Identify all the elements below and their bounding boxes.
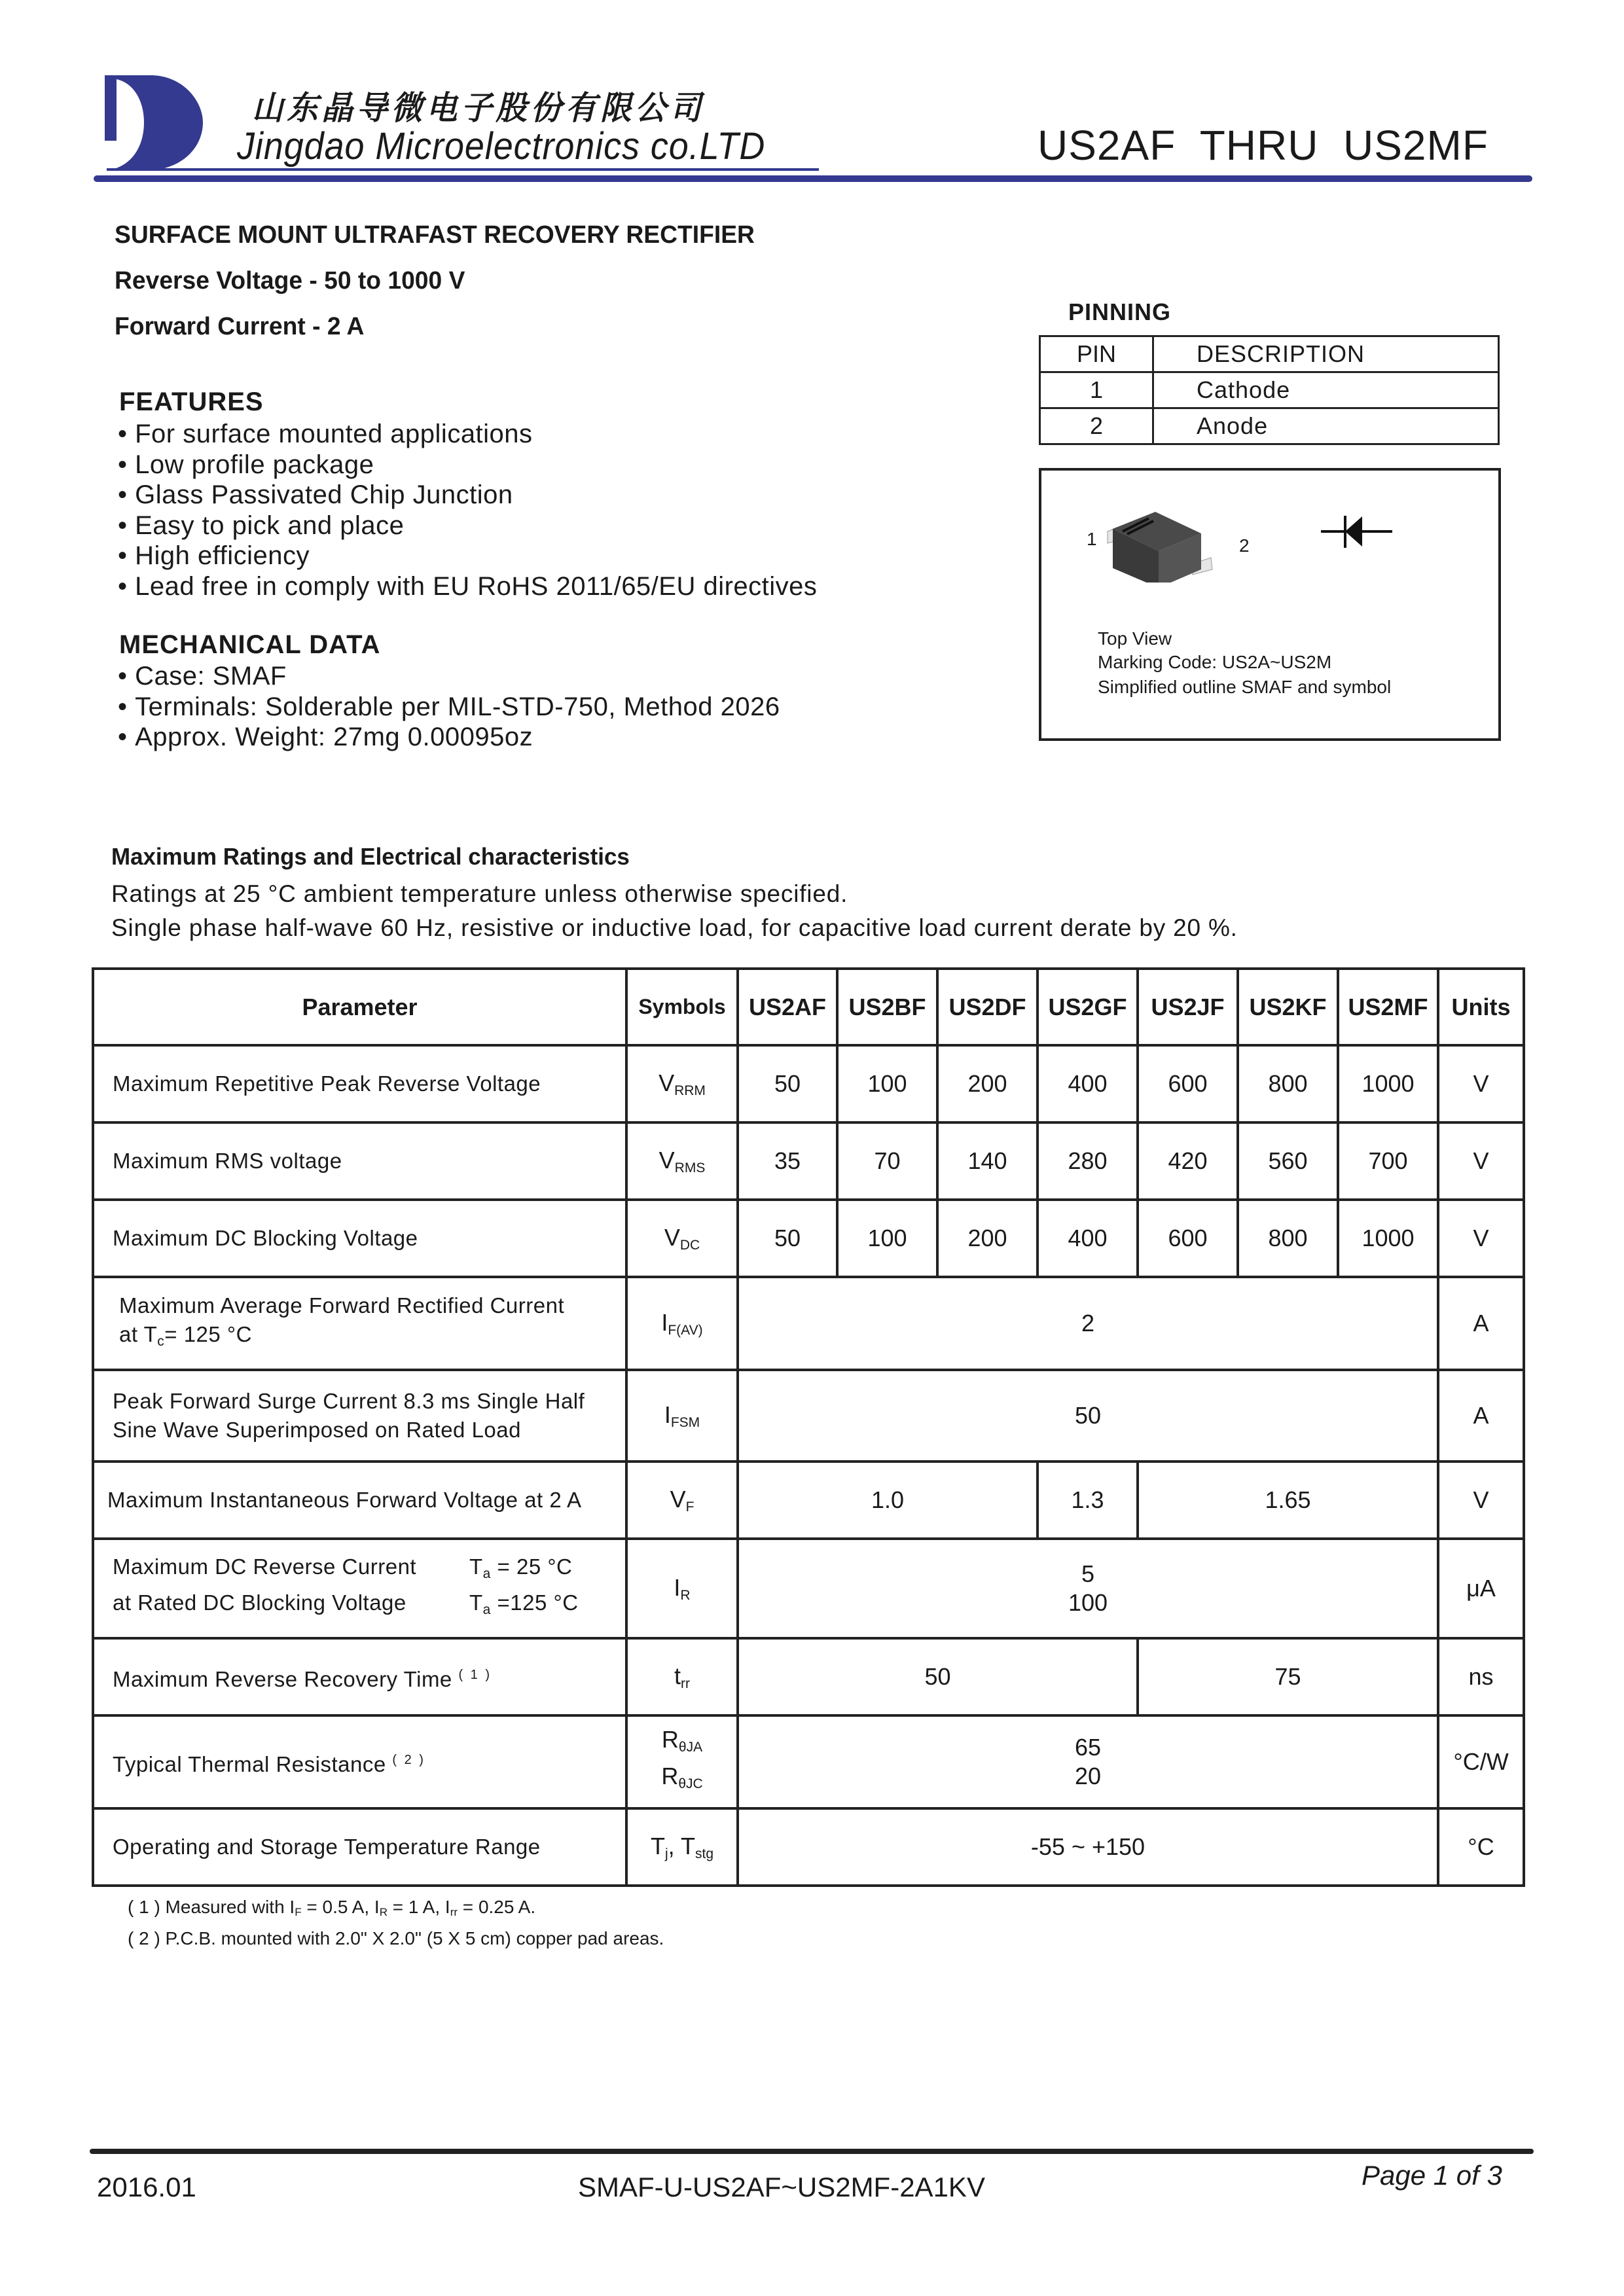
unit-cell: A xyxy=(1438,1277,1524,1370)
value-cell: 400 xyxy=(1038,1045,1138,1122)
value-cell: 200 xyxy=(937,1200,1038,1277)
condition-sub: a xyxy=(482,1602,491,1617)
parameter-cell: Maximum DC Blocking Voltage xyxy=(93,1200,626,1277)
symbol-cell xyxy=(626,1277,738,1370)
pinning-table xyxy=(1039,335,1500,445)
symbol-main: I xyxy=(674,1573,681,1601)
table-row xyxy=(93,1539,1524,1638)
parameter-line: Maximum Average Forward Rectified Current xyxy=(119,1293,565,1318)
value-line: 20 xyxy=(1074,1763,1102,1789)
footer-divider xyxy=(90,2149,1534,2154)
parameter-line xyxy=(119,1320,625,1356)
value-cell: 700 xyxy=(1338,1122,1438,1200)
parameter-header: Parameter xyxy=(93,969,626,1045)
diagram-caption: Top View xyxy=(1098,628,1172,649)
symbol-cell xyxy=(626,1539,738,1638)
symbol-line xyxy=(628,1725,736,1762)
symbol-line xyxy=(628,1762,736,1799)
symbol-main: R xyxy=(661,1763,679,1789)
value-cell-group: 1.65 xyxy=(1138,1462,1438,1539)
mechanical-item: • Approx. Weight: 27mg 0.00095oz xyxy=(118,722,780,753)
footnote-sub: R xyxy=(379,1906,388,1918)
table-row xyxy=(93,1638,1524,1715)
product-type: SURFACE MOUNT ULTRAFAST RECOVERY RECTIFIER xyxy=(115,221,755,249)
unit-cell: A xyxy=(1438,1370,1524,1462)
symbol-sub: stg xyxy=(695,1846,714,1861)
footnote-1 xyxy=(128,1897,535,1919)
value-cell-merged: 50 xyxy=(738,1370,1438,1462)
symbol-main: R xyxy=(661,1726,679,1753)
part-header: US2JF xyxy=(1138,969,1238,1045)
symbol-cell xyxy=(626,1715,738,1808)
value-cell-merged xyxy=(738,1539,1438,1638)
pin-column-header: PIN xyxy=(1040,336,1153,372)
pinning-row xyxy=(1040,372,1499,408)
symbol-main: V xyxy=(659,1069,675,1096)
smaf-package-icon xyxy=(1087,504,1224,583)
symbol-cell xyxy=(626,1462,738,1539)
features-list xyxy=(118,419,817,601)
forward-current-summary: Forward Current - 2 A xyxy=(115,313,365,340)
mechanical-data-list xyxy=(118,661,780,753)
symbol-sub: RMS xyxy=(674,1160,706,1175)
symbol-main: I xyxy=(661,1308,668,1336)
unit-cell: V xyxy=(1438,1462,1524,1539)
value-line: 100 xyxy=(1068,1589,1108,1616)
features-heading: FEATURES xyxy=(119,387,264,416)
value-cell: 800 xyxy=(1238,1200,1338,1277)
symbol-sub: F xyxy=(685,1499,695,1515)
table-row xyxy=(93,1370,1524,1462)
parameter-text: Typical Thermal Resistance xyxy=(113,1751,386,1776)
value-cell: 1000 xyxy=(1338,1045,1438,1122)
symbol-cell xyxy=(626,1808,738,1886)
unit-cell: V xyxy=(1438,1200,1524,1277)
value-cell: 140 xyxy=(937,1122,1038,1200)
unit-cell: °C xyxy=(1438,1808,1524,1886)
condition-sub: a xyxy=(482,1566,491,1581)
description-column-header: DESCRIPTION xyxy=(1153,336,1499,372)
value-cell-merged: -55 ~ +150 xyxy=(738,1808,1438,1886)
symbol-main: , T xyxy=(668,1832,695,1859)
unit-cell: °C/W xyxy=(1438,1715,1524,1808)
footnote-text: ( 1 ) Measured with I xyxy=(128,1897,295,1917)
value-cell: 1000 xyxy=(1338,1200,1438,1277)
part-header: US2DF xyxy=(937,969,1038,1045)
symbol-cell xyxy=(626,1638,738,1715)
company-logo-icon xyxy=(105,75,203,170)
footnote-text: = 0.5 A, I xyxy=(301,1897,380,1917)
symbol-sub: FSM xyxy=(670,1414,700,1430)
value-line: 5 xyxy=(1081,1560,1095,1587)
condition-symbol: T xyxy=(469,1590,483,1615)
parameter-text: at Rated DC Blocking Voltage xyxy=(113,1590,406,1615)
unit-cell: V xyxy=(1438,1122,1524,1200)
ratings-heading: Maximum Ratings and Electrical characteristics xyxy=(111,843,630,870)
parameter-cell xyxy=(93,1277,626,1370)
ratings-note: Single phase half-wave 60 Hz, resistive or inductive load, for capacitive load current derate by 20 %. xyxy=(111,914,1238,941)
parameter-line: Sine Wave Superimposed on Rated Load xyxy=(113,1418,521,1442)
value-cell: 50 xyxy=(738,1045,837,1122)
company-name-english: Jingdao Microelectronics co.LTD xyxy=(237,125,766,168)
parameter-line xyxy=(113,1552,625,1588)
parameter-cell xyxy=(93,1638,626,1715)
value-cell: 800 xyxy=(1238,1045,1338,1122)
symbol-main: T xyxy=(650,1832,665,1859)
pinning-header-row xyxy=(1040,336,1499,372)
footnote-ref: ( 1 ) xyxy=(458,1667,492,1682)
symbol-main: V xyxy=(670,1485,686,1513)
condition-text xyxy=(469,1588,579,1624)
part-header: US2KF xyxy=(1238,969,1338,1045)
footer-date: 2016.01 xyxy=(97,2172,196,2202)
ratings-note: Ratings at 25 °C ambient temperature unless otherwise specified. xyxy=(111,880,848,907)
value-cell: 200 xyxy=(937,1045,1038,1122)
value-cell: 600 xyxy=(1138,1045,1238,1122)
symbol-cell xyxy=(626,1200,738,1277)
footnote-sub: rr xyxy=(450,1906,458,1918)
value-cell: 100 xyxy=(837,1200,937,1277)
condition-symbol: T xyxy=(469,1554,483,1579)
parameter-cell xyxy=(93,1715,626,1808)
table-row xyxy=(93,1808,1524,1886)
footnote-text: = 0.25 A. xyxy=(458,1897,536,1917)
electrical-characteristics-table xyxy=(92,967,1525,1887)
symbols-header: Symbols xyxy=(626,969,738,1045)
parameter-cell: Maximum Instantaneous Forward Voltage at 2 A xyxy=(93,1462,626,1539)
feature-item: • Glass Passivated Chip Junction xyxy=(118,480,817,511)
value-cell: 420 xyxy=(1138,1122,1238,1200)
pin-description: Anode xyxy=(1153,408,1499,444)
pin-number: 2 xyxy=(1040,408,1153,444)
symbol-main: I xyxy=(664,1401,671,1428)
mechanical-item: • Case: SMAF xyxy=(118,661,780,692)
parameter-text: Maximum DC Reverse Current xyxy=(113,1554,417,1579)
parameter-line: Peak Forward Surge Current 8.3 ms Single Half xyxy=(113,1389,585,1413)
part-header: US2AF xyxy=(738,969,837,1045)
symbol-sub: RRM xyxy=(674,1083,706,1098)
unit-cell: ns xyxy=(1438,1638,1524,1715)
reverse-voltage-summary: Reverse Voltage - 50 to 1000 V xyxy=(115,267,465,295)
parameter-cell: Operating and Storage Temperature Range xyxy=(93,1808,626,1886)
feature-item: • For surface mounted applications xyxy=(118,419,817,450)
feature-item: • Easy to pick and place xyxy=(118,511,817,541)
symbol-sub: DC xyxy=(679,1237,700,1253)
symbol-cell xyxy=(626,1045,738,1122)
footer-page-number: Page 1 of 3 xyxy=(1362,2160,1502,2191)
footnote-ref: ( 2 ) xyxy=(392,1752,425,1767)
company-name-chinese: 山东晶导微电子股份有限公司 xyxy=(252,89,705,127)
document-title: US2AF THRU US2MF xyxy=(1038,122,1489,169)
table-header-row xyxy=(93,969,1524,1045)
value-cell: 280 xyxy=(1038,1122,1138,1200)
pin2-label: 2 xyxy=(1239,535,1250,556)
parameter-text: Maximum Reverse Recovery Time xyxy=(113,1666,452,1691)
diagram-caption: Simplified outline SMAF and symbol xyxy=(1098,677,1392,697)
symbol-sub: j xyxy=(664,1846,668,1861)
symbol-sub: rr xyxy=(681,1676,690,1691)
value-cell: 50 xyxy=(738,1200,837,1277)
pin-description: Cathode xyxy=(1153,372,1499,408)
parameter-sub: c xyxy=(157,1333,165,1349)
value-cell: 100 xyxy=(837,1045,937,1122)
footer-document-code: SMAF-U-US2AF~US2MF-2A1KV xyxy=(578,2172,985,2202)
value-cell-group: 50 xyxy=(738,1638,1138,1715)
header-divider xyxy=(94,175,1532,182)
value-cell-group: 75 xyxy=(1138,1638,1438,1715)
feature-item: • Lead free in comply with EU RoHS 2011/65/EU directives xyxy=(118,571,817,602)
mechanical-data-heading: MECHANICAL DATA xyxy=(119,630,381,659)
table-row xyxy=(93,1715,1524,1808)
mechanical-item: • Terminals: Solderable per MIL-STD-750, Method 2026 xyxy=(118,692,780,723)
table-row xyxy=(93,1045,1524,1122)
symbol-sub: θJA xyxy=(678,1740,703,1755)
value-cell: 400 xyxy=(1038,1200,1138,1277)
parameter-cell: Maximum RMS voltage xyxy=(93,1122,626,1200)
part-header: US2BF xyxy=(837,969,937,1045)
parameter-text: = 125 °C xyxy=(164,1321,252,1346)
symbol-cell xyxy=(626,1122,738,1200)
symbol-sub: R xyxy=(680,1587,691,1603)
value-line: 65 xyxy=(1074,1734,1102,1761)
value-cell-group: 1.3 xyxy=(1038,1462,1138,1539)
value-cell: 600 xyxy=(1138,1200,1238,1277)
part-header: US2MF xyxy=(1338,969,1438,1045)
logo-underline xyxy=(107,168,819,171)
units-header: Units xyxy=(1438,969,1524,1045)
pinning-row xyxy=(1040,408,1499,444)
value-cell: 70 xyxy=(837,1122,937,1200)
diode-symbol-icon xyxy=(1319,514,1394,553)
value-cell-merged xyxy=(738,1715,1438,1808)
unit-cell: μA xyxy=(1438,1539,1524,1638)
parameter-line xyxy=(113,1588,625,1624)
symbol-main: V xyxy=(659,1146,675,1174)
footnote-text: = 1 A, I xyxy=(387,1897,450,1917)
condition-value: = 25 °C xyxy=(490,1554,573,1579)
diagram-caption: Marking Code: US2A~US2M xyxy=(1098,652,1332,672)
table-row xyxy=(93,1462,1524,1539)
condition-value: =125 °C xyxy=(490,1590,579,1615)
pinning-heading: PINNING xyxy=(1068,298,1172,325)
feature-item: • High efficiency xyxy=(118,541,817,571)
symbol-sub: θJC xyxy=(678,1776,703,1791)
pin1-label: 1 xyxy=(1087,529,1097,549)
parameter-text: at T xyxy=(119,1321,158,1346)
footnote-sub: F xyxy=(295,1906,302,1918)
table-row xyxy=(93,1277,1524,1370)
condition-text xyxy=(469,1552,572,1588)
footnote-2: ( 2 ) P.C.B. mounted with 2.0" X 2.0" (5 X 5 cm) copper pad areas. xyxy=(128,1928,664,1948)
value-cell-group: 1.0 xyxy=(738,1462,1038,1539)
parameter-cell xyxy=(93,1539,626,1638)
value-cell-merged: 2 xyxy=(738,1277,1438,1370)
part-header: US2GF xyxy=(1038,969,1138,1045)
feature-item: • Low profile package xyxy=(118,450,817,480)
unit-cell: V xyxy=(1438,1045,1524,1122)
value-cell: 35 xyxy=(738,1122,837,1200)
parameter-cell: Maximum Repetitive Peak Reverse Voltage xyxy=(93,1045,626,1122)
symbol-main: t xyxy=(674,1662,681,1689)
table-row xyxy=(93,1200,1524,1277)
pin-number: 1 xyxy=(1040,372,1153,408)
table-row xyxy=(93,1122,1524,1200)
value-cell: 560 xyxy=(1238,1122,1338,1200)
symbol-cell xyxy=(626,1370,738,1462)
symbol-sub: F(AV) xyxy=(668,1322,703,1338)
symbol-main: V xyxy=(664,1223,680,1251)
parameter-cell xyxy=(93,1370,626,1462)
